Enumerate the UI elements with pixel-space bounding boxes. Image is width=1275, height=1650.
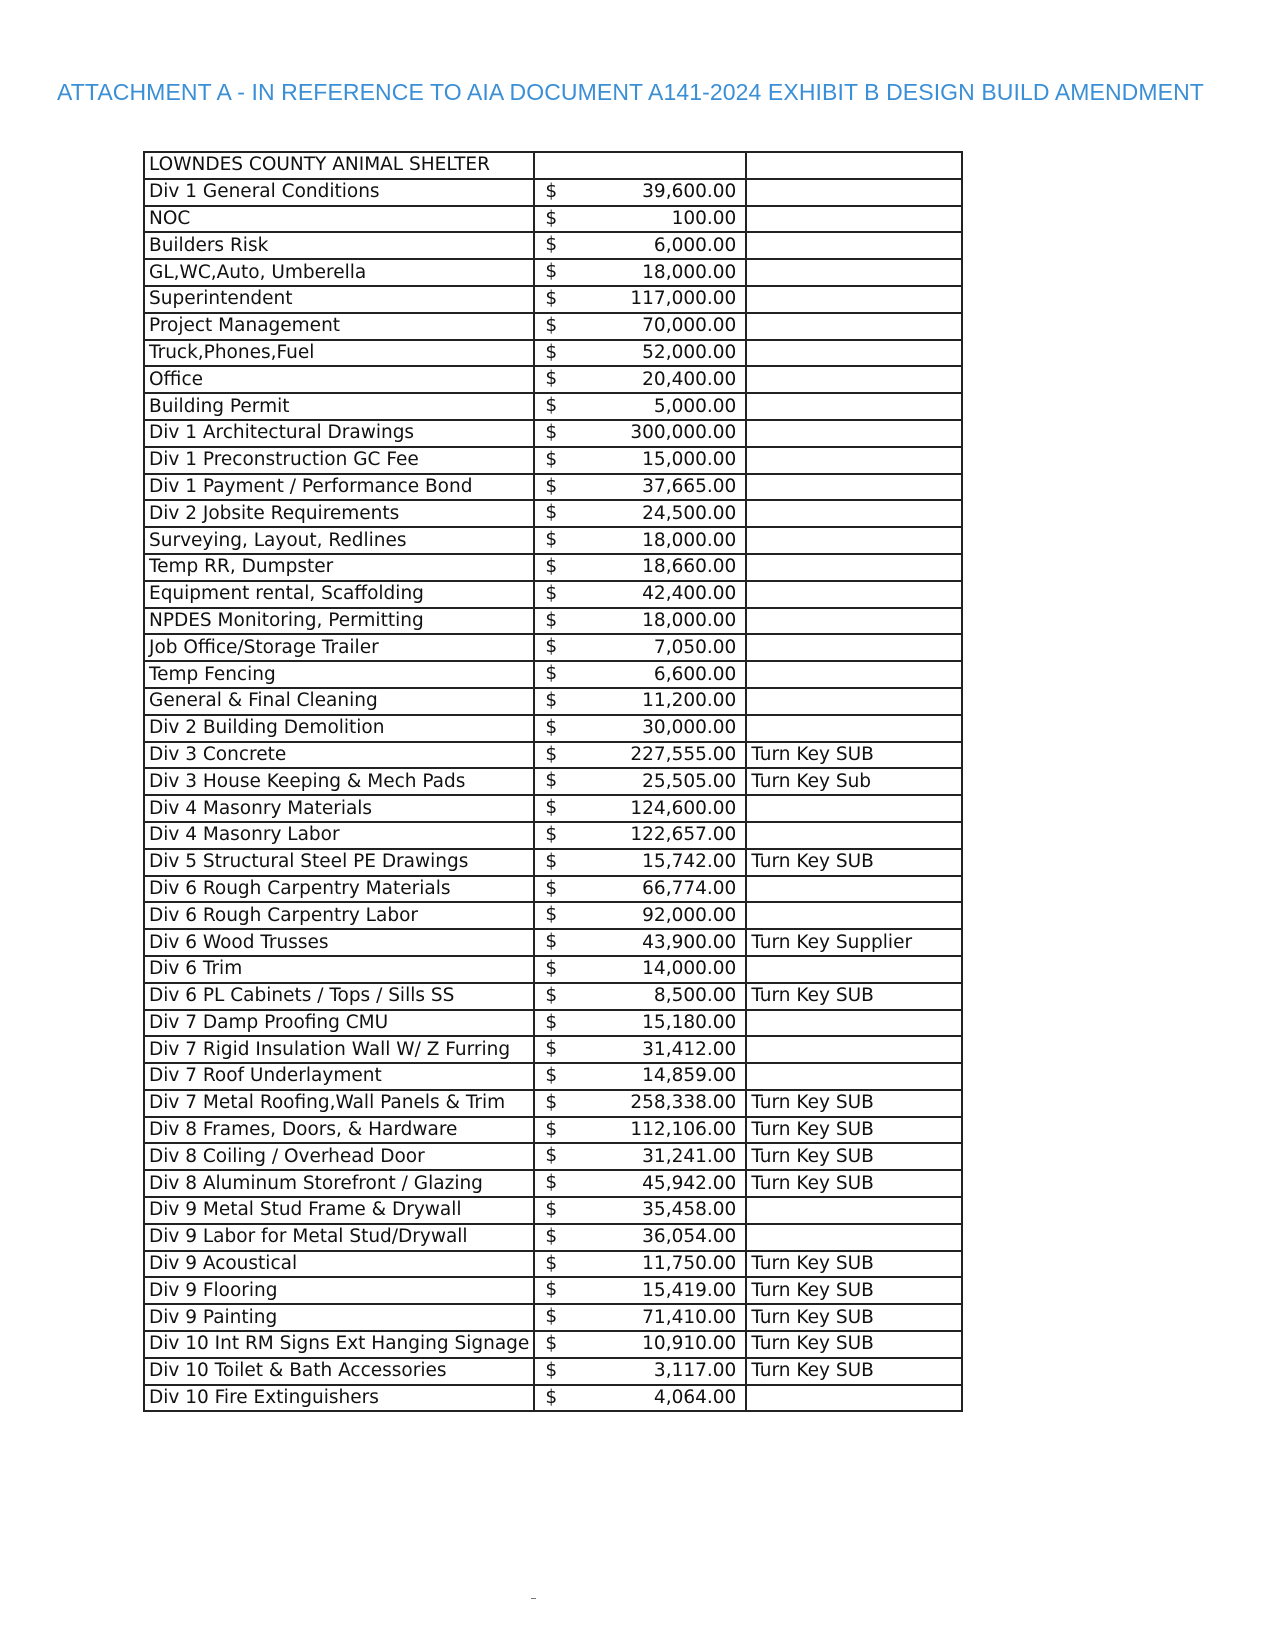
line-item-amount-cell [534,232,746,259]
currency-symbol: $ [545,314,558,336]
line-item-note [746,688,962,715]
currency-symbol: $ [545,180,558,202]
line-item-amount-cell [534,179,746,206]
table-row [144,795,962,822]
currency-symbol: $ [545,877,558,899]
table-row [144,1385,962,1412]
line-item-amount-cell [534,1063,746,1090]
line-item-description: Temp RR, Dumpster [144,554,534,581]
line-item-amount: 36,054.00 [642,1226,737,1248]
line-item-description: Div 7 Damp Proofing CMU [144,1010,534,1037]
line-item-description: Div 2 Jobsite Requirements [144,500,534,527]
line-item-description: Superintendent [144,286,534,313]
currency-symbol: $ [545,797,558,819]
line-item-amount-cell [534,474,746,501]
line-item-note [746,661,962,688]
line-item-note [746,259,962,286]
line-item-amount-cell [534,1090,746,1117]
table-row [144,822,962,849]
table-row [144,1331,962,1358]
currency-symbol: $ [545,636,558,658]
currency-symbol: $ [545,850,558,872]
table-row [144,902,962,929]
currency-symbol: $ [545,234,558,256]
currency-symbol: $ [545,957,558,979]
line-item-amount-cell [534,795,746,822]
cost-breakdown-body [144,152,962,1411]
currency-symbol: $ [545,663,558,685]
table-row [144,849,962,876]
currency-symbol: $ [545,395,558,417]
line-item-amount: 112,106.00 [630,1119,737,1141]
line-item-amount-cell [534,956,746,983]
line-item-amount: 14,000.00 [642,958,737,980]
table-row [144,527,962,554]
line-item-amount: 37,665.00 [642,475,737,497]
line-item-description: Job Office/Storage Trailer [144,634,534,661]
line-item-amount-cell [534,554,746,581]
line-item-note [746,286,962,313]
line-item-amount: 6,000.00 [653,234,737,256]
line-item-amount-cell [534,902,746,929]
line-item-note [746,500,962,527]
currency-symbol: $ [545,931,558,953]
line-item-amount-cell [534,876,746,903]
line-item-amount-cell [534,340,746,367]
line-item-note: Turn Key SUB [746,1090,962,1117]
table-row [144,1304,962,1331]
table-row [144,715,962,742]
line-item-note [746,179,962,206]
line-item-note: Turn Key Sub [746,768,962,795]
line-item-amount: 11,750.00 [642,1253,737,1275]
table-row [144,634,962,661]
line-item-note: Turn Key SUB [746,1170,962,1197]
line-item-amount-cell [534,1358,746,1385]
table-row [144,179,962,206]
line-item-note [746,876,962,903]
line-item-description: Div 6 Trim [144,956,534,983]
line-item-amount: 35,458.00 [642,1199,737,1221]
line-item-amount-cell [534,259,746,286]
line-item-amount-cell [534,206,746,233]
line-item-note [746,956,962,983]
line-item-description: Div 6 Rough Carpentry Materials [144,876,534,903]
line-item-amount-cell [534,1385,746,1412]
line-item-amount: 18,660.00 [642,556,737,578]
table-row [144,1170,962,1197]
line-item-amount: 39,600.00 [642,181,737,203]
currency-symbol: $ [545,1279,558,1301]
line-item-note [746,340,962,367]
line-item-amount-cell [534,447,746,474]
line-item-amount-cell [534,849,746,876]
line-item-amount: 4,064.00 [653,1387,737,1409]
line-item-note [746,795,962,822]
line-item-note [746,527,962,554]
line-item-description: Building Permit [144,393,534,420]
table-row [144,768,962,795]
table-row [144,608,962,635]
line-item-amount: 52,000.00 [642,341,737,363]
currency-symbol: $ [545,770,558,792]
line-item-amount: 30,000.00 [642,717,737,739]
line-item-amount-cell [534,527,746,554]
line-item-amount: 25,505.00 [642,770,737,792]
line-item-note [746,474,962,501]
line-item-description: Div 9 Labor for Metal Stud/Drywall [144,1224,534,1251]
line-item-description: Div 9 Painting [144,1304,534,1331]
line-item-description: Div 9 Metal Stud Frame & Drywall [144,1197,534,1224]
line-item-description: Builders Risk [144,232,534,259]
table-row [144,340,962,367]
currency-symbol: $ [545,555,558,577]
currency-symbol: $ [545,984,558,1006]
table-row [144,474,962,501]
line-item-note [746,313,962,340]
line-item-note [746,366,962,393]
line-item-amount: 43,900.00 [642,931,737,953]
line-item-note [746,554,962,581]
line-item-amount-cell [534,1304,746,1331]
line-item-note [746,822,962,849]
line-item-amount-cell [534,822,746,849]
table-row [144,1143,962,1170]
line-item-amount-cell [534,500,746,527]
line-item-note [746,608,962,635]
line-item-description: Div 6 Wood Trusses [144,929,534,956]
table-row [144,1117,962,1144]
line-item-amount-cell [534,661,746,688]
currency-symbol: $ [545,1225,558,1247]
line-item-note [746,206,962,233]
line-item-amount-cell [534,634,746,661]
line-item-description: Div 7 Roof Underlayment [144,1063,534,1090]
line-item-description: Div 10 Toilet & Bath Accessories [144,1358,534,1385]
table-row [144,1036,962,1063]
currency-symbol: $ [545,689,558,711]
page-mark [531,1598,536,1599]
table-row [144,1358,962,1385]
line-item-amount: 11,200.00 [642,690,737,712]
currency-symbol: $ [545,502,558,524]
line-item-amount-cell [534,286,746,313]
currency-symbol: $ [545,716,558,738]
line-item-note [746,1224,962,1251]
line-item-amount: 71,410.00 [642,1306,737,1328]
table-row [144,393,962,420]
line-item-note [746,1036,962,1063]
line-item-note [746,420,962,447]
line-item-amount: 100.00 [671,207,737,229]
table-row [144,742,962,769]
line-item-note: Turn Key SUB [746,1358,962,1385]
line-item-amount: 3,117.00 [653,1360,737,1382]
line-item-description: Div 8 Aluminum Storefront / Glazing [144,1170,534,1197]
currency-symbol: $ [545,1252,558,1274]
line-item-note: Turn Key SUB [746,983,962,1010]
line-item-amount-cell [534,1197,746,1224]
line-item-amount: 92,000.00 [642,904,737,926]
line-item-note [746,1063,962,1090]
line-item-note: Turn Key Supplier [746,929,962,956]
line-item-note [746,393,962,420]
table-row [144,232,962,259]
table-row [144,956,962,983]
line-item-note [746,1197,962,1224]
line-item-description: Div 1 Payment / Performance Bond [144,474,534,501]
currency-symbol: $ [545,1333,558,1355]
currency-symbol: $ [545,529,558,551]
line-item-note [746,634,962,661]
line-item-description: Div 2 Building Demolition [144,715,534,742]
line-item-amount: 258,338.00 [630,1092,737,1114]
line-item-amount-cell [534,1277,746,1304]
line-item-note: Turn Key SUB [746,1331,962,1358]
line-item-amount-cell [534,313,746,340]
line-item-description: Div 1 Preconstruction GC Fee [144,447,534,474]
line-item-description: Div 3 Concrete [144,742,534,769]
table-row [144,420,962,447]
line-item-amount: 66,774.00 [642,877,737,899]
line-item-amount-cell [534,1331,746,1358]
table-row [144,206,962,233]
table-row [144,688,962,715]
line-item-description: Div 9 Acoustical [144,1251,534,1278]
table-row [144,1063,962,1090]
line-item-note [746,902,962,929]
line-item-amount: 10,910.00 [642,1333,737,1355]
currency-symbol: $ [545,287,558,309]
currency-symbol: $ [545,475,558,497]
line-item-amount-cell [534,1143,746,1170]
line-item-amount: 70,000.00 [642,315,737,337]
table-row [144,313,962,340]
line-item-note [746,1010,962,1037]
table-row [144,286,962,313]
line-item-description: NPDES Monitoring, Permitting [144,608,534,635]
line-item-amount: 42,400.00 [642,583,737,605]
currency-symbol: $ [545,448,558,470]
currency-symbol: $ [545,1359,558,1381]
line-item-description: Temp Fencing [144,661,534,688]
line-item-description: NOC [144,206,534,233]
currency-symbol: $ [545,1199,558,1221]
line-item-amount: 31,241.00 [642,1145,737,1167]
line-item-amount: 5,000.00 [653,395,737,417]
table-row [144,554,962,581]
line-item-description: Div 10 Fire Extinguishers [144,1385,534,1412]
line-item-amount-cell [534,1036,746,1063]
currency-symbol: $ [545,1065,558,1087]
line-item-note [746,581,962,608]
table-row [144,1251,962,1278]
cost-breakdown-table [143,151,963,1412]
currency-symbol: $ [545,421,558,443]
line-item-note: Turn Key SUB [746,1304,962,1331]
line-item-description: Div 1 Architectural Drawings [144,420,534,447]
table-row [144,500,962,527]
line-item-amount: 300,000.00 [630,422,737,444]
line-item-amount-cell [534,742,746,769]
currency-symbol: $ [545,261,558,283]
line-item-amount: 24,500.00 [642,502,737,524]
currency-symbol: $ [545,823,558,845]
line-item-description: Div 9 Flooring [144,1277,534,1304]
line-item-description: Project Management [144,313,534,340]
currency-symbol: $ [545,1386,558,1408]
line-item-amount-cell [534,1117,746,1144]
line-item-description: Div 6 PL Cabinets / Tops / Sills SS [144,983,534,1010]
line-item-amount-cell [534,1170,746,1197]
table-row [144,1224,962,1251]
line-item-amount: 18,000.00 [642,529,737,551]
currency-symbol: $ [545,368,558,390]
currency-symbol: $ [545,609,558,631]
line-item-note [746,232,962,259]
attachment-heading: ATTACHMENT A - IN REFERENCE TO AIA DOCUMENT A141-2024 EXHIBIT B DESIGN BUILD AMENDMENT [57,79,1204,105]
line-item-description: Div 3 House Keeping & Mech Pads [144,768,534,795]
line-item-amount: 117,000.00 [630,288,737,310]
currency-symbol: $ [545,904,558,926]
line-item-amount: 14,859.00 [642,1065,737,1087]
line-item-amount-cell [534,366,746,393]
line-item-description: General & Final Cleaning [144,688,534,715]
line-item-description: Div 5 Structural Steel PE Drawings [144,849,534,876]
line-item-amount: 227,555.00 [630,743,737,765]
line-item-amount: 15,180.00 [642,1011,737,1033]
currency-symbol: $ [545,1306,558,1328]
table-row [144,259,962,286]
line-item-description: GL,WC,Auto, Umberella [144,259,534,286]
line-item-amount: 15,000.00 [642,449,737,471]
line-item-amount: 6,600.00 [653,663,737,685]
line-item-description: Div 7 Rigid Insulation Wall W/ Z Furring [144,1036,534,1063]
line-item-note [746,715,962,742]
table-row [144,1197,962,1224]
currency-symbol: $ [545,1145,558,1167]
table-row [144,366,962,393]
table-row [144,447,962,474]
currency-symbol: $ [545,1118,558,1140]
table-title: LOWNDES COUNTY ANIMAL SHELTER [144,152,534,179]
line-item-description: Div 1 General Conditions [144,179,534,206]
currency-symbol: $ [545,743,558,765]
table-row [144,1090,962,1117]
currency-symbol: $ [545,1038,558,1060]
line-item-amount-cell [534,420,746,447]
currency-symbol: $ [545,1011,558,1033]
table-title-row [144,152,962,179]
line-item-description: Div 6 Rough Carpentry Labor [144,902,534,929]
table-row [144,1277,962,1304]
table-row [144,983,962,1010]
table-row [144,1010,962,1037]
line-item-note: Turn Key SUB [746,1251,962,1278]
line-item-amount: 15,419.00 [642,1279,737,1301]
line-item-amount-cell [534,608,746,635]
line-item-description: Div 4 Masonry Labor [144,822,534,849]
line-item-description: Div 4 Masonry Materials [144,795,534,822]
line-item-amount-cell [534,983,746,1010]
line-item-amount: 20,400.00 [642,368,737,390]
line-item-amount-cell [534,768,746,795]
currency-symbol: $ [545,207,558,229]
line-item-amount-cell [534,581,746,608]
line-item-note: Turn Key SUB [746,1143,962,1170]
line-item-amount: 124,600.00 [630,797,737,819]
line-item-description: Surveying, Layout, Redlines [144,527,534,554]
line-item-amount: 7,050.00 [653,636,737,658]
line-item-amount-cell [534,688,746,715]
line-item-amount: 31,412.00 [642,1038,737,1060]
line-item-amount: 18,000.00 [642,609,737,631]
line-item-note: Turn Key SUB [746,1117,962,1144]
line-item-note: Turn Key SUB [746,849,962,876]
line-item-description: Div 8 Frames, Doors, & Hardware [144,1117,534,1144]
line-item-note: Turn Key SUB [746,742,962,769]
table-row [144,661,962,688]
currency-symbol: $ [545,582,558,604]
line-item-amount-cell [534,1010,746,1037]
currency-symbol: $ [545,341,558,363]
empty-cell [534,152,746,179]
empty-cell [746,152,962,179]
line-item-amount-cell [534,715,746,742]
line-item-amount-cell [534,1224,746,1251]
line-item-description: Office [144,366,534,393]
line-item-amount-cell [534,929,746,956]
line-item-note: Turn Key SUB [746,1277,962,1304]
line-item-amount: 18,000.00 [642,261,737,283]
line-item-description: Div 7 Metal Roofing,Wall Panels & Trim [144,1090,534,1117]
line-item-amount: 8,500.00 [653,985,737,1007]
line-item-description: Truck,Phones,Fuel [144,340,534,367]
line-item-amount: 122,657.00 [630,824,737,846]
line-item-amount: 45,942.00 [642,1172,737,1194]
currency-symbol: $ [545,1091,558,1113]
line-item-description: Div 10 Int RM Signs Ext Hanging Signage [144,1331,534,1358]
line-item-note [746,1385,962,1412]
line-item-amount: 15,742.00 [642,851,737,873]
table-row [144,581,962,608]
line-item-note [746,447,962,474]
line-item-description: Div 8 Coiling / Overhead Door [144,1143,534,1170]
line-item-amount-cell [534,393,746,420]
table-row [144,876,962,903]
line-item-amount-cell [534,1251,746,1278]
line-item-description: Equipment rental, Scaffolding [144,581,534,608]
table-row [144,929,962,956]
currency-symbol: $ [545,1172,558,1194]
